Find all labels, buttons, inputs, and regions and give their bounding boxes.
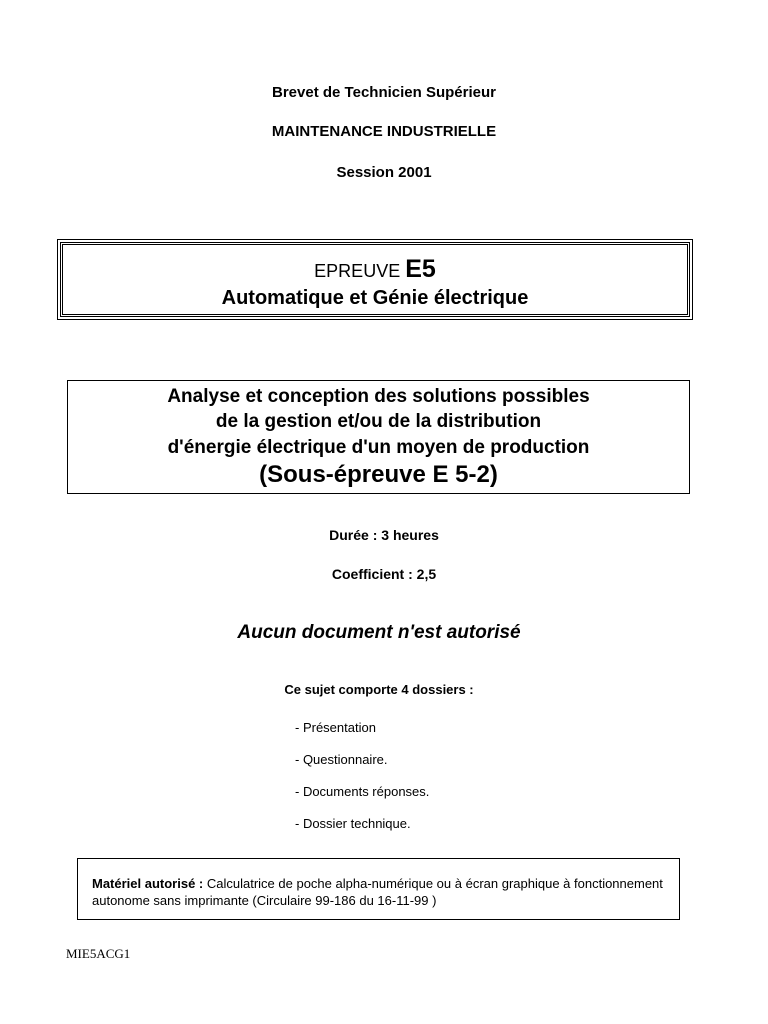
materiel-label: Matériel autorisé : — [92, 876, 204, 891]
header-specialty: MAINTENANCE INDUSTRIELLE — [271, 123, 497, 140]
list-item: - Questionnaire. — [295, 752, 388, 767]
no-documents-notice: Aucun document n'est autorisé — [237, 622, 521, 643]
epreuve-subtitle: Automatique et Génie électrique — [221, 287, 529, 309]
dossiers-list — [295, 718, 429, 846]
list-item: - Documents réponses. — [295, 784, 430, 799]
dossiers-intro: Ce sujet comporte 4 dossiers : — [284, 682, 474, 697]
coefficient: Coefficient : 2,5 — [331, 566, 437, 582]
subject-line-3: d'énergie électrique d'un moyen de production — [167, 437, 590, 458]
epreuve-prefix: EPREUVE — [314, 261, 401, 281]
subject-line-1: Analyse et conception des solutions possibles — [167, 386, 590, 407]
header-session: Session 2001 — [336, 164, 432, 181]
epreuve-code: E5 — [405, 255, 436, 283]
document-code: MIE5ACG1 — [66, 946, 131, 961]
epreuve-box — [60, 242, 690, 317]
duration: Durée : 3 heures — [329, 527, 439, 543]
header-diploma: Brevet de Technicien Supérieur — [272, 84, 496, 101]
materiel-box — [77, 858, 680, 920]
list-item: - Dossier technique. — [295, 816, 411, 831]
subject-box — [67, 380, 690, 494]
materiel-text: Calculatrice de poche alpha-numérique ou à écran graphique à fonctionnement autonome sans imprimante (Circulaire 99-186 du 16-11-99 ) — [92, 876, 663, 908]
subject-line-2: de la gestion et/ou de la distribution — [215, 411, 542, 432]
epreuve-title — [63, 255, 687, 284]
list-item: - Présentation — [295, 720, 376, 735]
subject-sub-epreuve: (Sous-épreuve E 5-2) — [259, 461, 498, 488]
